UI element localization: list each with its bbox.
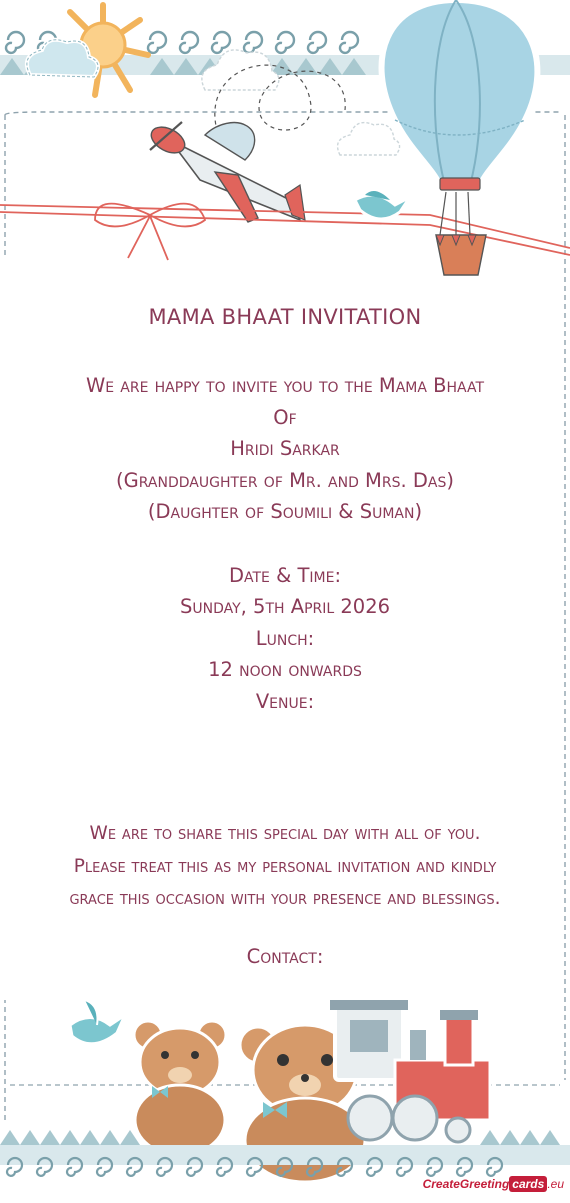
contact-label: Contact: bbox=[246, 945, 324, 968]
message-line: grace this occasion with your presence and blessings. bbox=[69, 888, 501, 909]
ribbon-string bbox=[0, 204, 570, 260]
invitation-message bbox=[0, 818, 570, 916]
airplane-icon bbox=[147, 122, 305, 222]
lunch-label: Lunch: bbox=[255, 626, 315, 650]
logo-main-text: CreateGreeting bbox=[422, 1177, 510, 1191]
invite-line: We are happy to invite you to the Mama Bhaat bbox=[85, 374, 485, 397]
brand-logo[interactable] bbox=[423, 1177, 564, 1191]
invitation-title: MAMA BHAAT INVITATION bbox=[148, 305, 422, 329]
bird-icon bbox=[70, 1000, 125, 1044]
child-name: Hridi Sarkar bbox=[230, 437, 340, 461]
teddy-bear-icon bbox=[134, 1021, 226, 1155]
date-time-label: Date & Time: bbox=[228, 563, 342, 587]
logo-tld-text: .eu bbox=[547, 1177, 564, 1191]
granddaughter-line: (Granddaughter of Mr. and Mrs. Das) bbox=[116, 468, 454, 492]
hot-air-balloon-icon bbox=[382, 0, 538, 275]
spacer-line bbox=[0, 528, 570, 560]
message-line: Please treat this as my personal invitation and kindly bbox=[73, 855, 497, 877]
of-line: Of bbox=[273, 405, 297, 429]
daughter-line: (Daughter of Soumili & Suman) bbox=[147, 500, 423, 524]
logo-cards-text: cards bbox=[509, 1176, 547, 1192]
lunch-time: 12 noon onwards bbox=[208, 658, 362, 682]
date-value: Sunday, 5th April 2026 bbox=[179, 595, 391, 619]
invitation-details bbox=[0, 370, 570, 718]
venue-label: Venue: bbox=[255, 689, 315, 713]
train-icon bbox=[330, 1000, 490, 1142]
message-line: We are to share this special day with all of you. bbox=[89, 823, 481, 844]
